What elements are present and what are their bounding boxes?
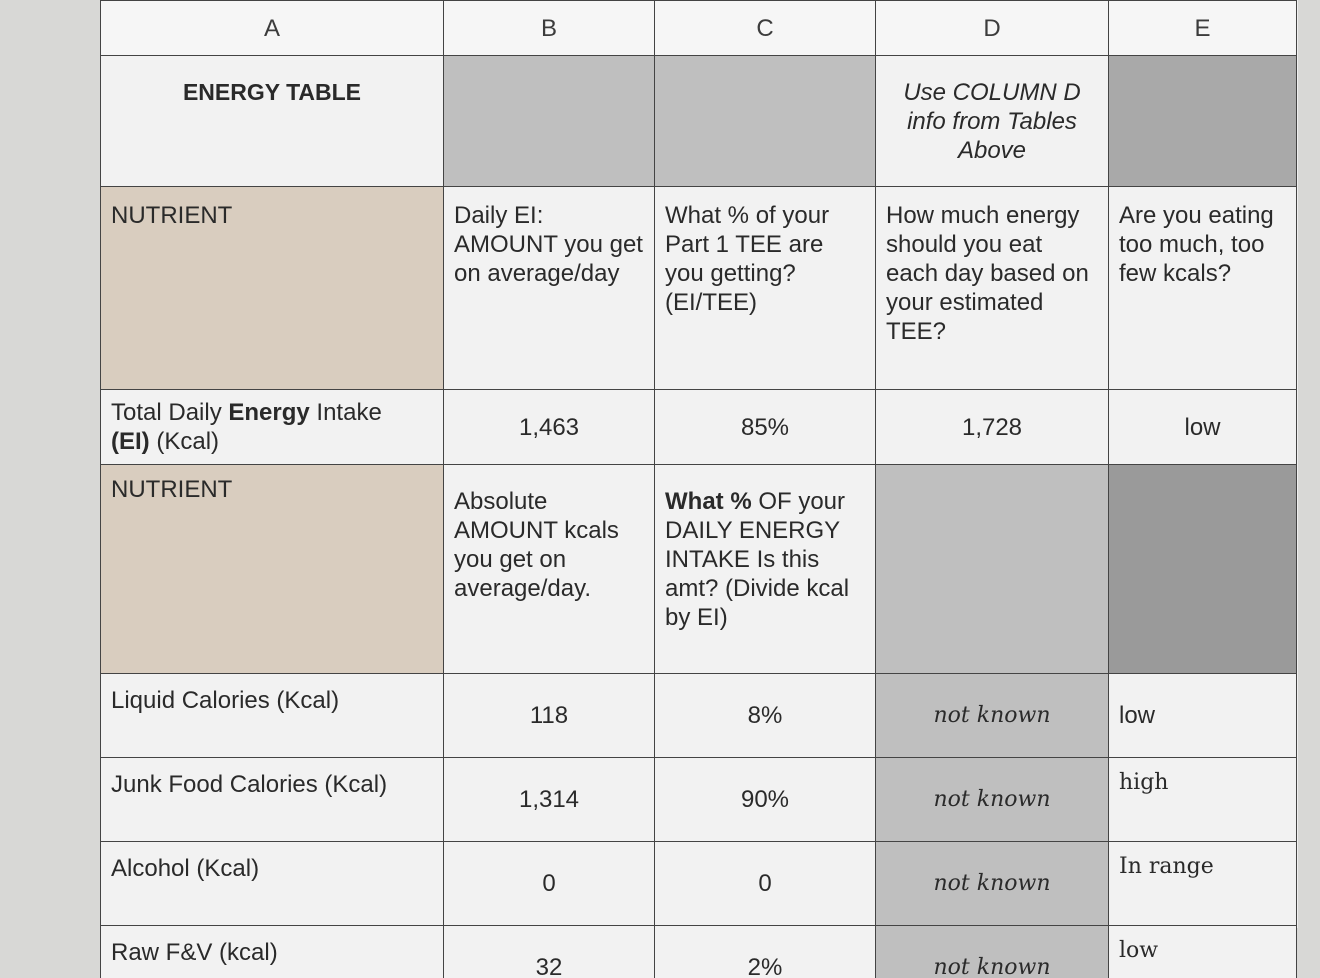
assessment-cell[interactable]: low [1109,926,1297,978]
table-row [101,758,1297,842]
row-label[interactable]: Raw F&V (kcal) [101,926,444,978]
absolute-kcal-cell[interactable]: 118 [444,674,655,758]
cell-e1[interactable] [1109,56,1297,187]
ei-percent-cell[interactable]: 8% [655,674,876,758]
cell-d1[interactable] [876,56,1109,187]
ei-percent-cell[interactable]: 0 [655,842,876,926]
energy-needed-cell[interactable]: not known [876,758,1109,842]
column-header-a[interactable]: A [101,1,444,56]
cell-c2[interactable] [655,187,876,390]
cell-e3[interactable]: low [1109,390,1297,465]
cell-c1[interactable] [655,56,876,187]
title-row [101,56,1297,187]
energy-needed-cell[interactable]: not known [876,926,1109,978]
table-row [101,842,1297,926]
daily-ei-header: Daily EI: AMOUNT you get on average/day [454,202,643,287]
header-row-2 [101,465,1297,674]
ei-percent-header: What % OF your DAILY ENERGY INTAKE Is this amt? (Divide kcal by EI) [665,488,850,631]
nutrient-header: NUTRIENT [111,202,233,229]
cell-c4[interactable] [655,465,876,674]
cell-e2[interactable] [1109,187,1297,390]
cell-d3[interactable]: 1,728 [876,390,1109,465]
absolute-kcal-cell[interactable]: 32 [444,926,655,978]
column-header-e[interactable]: E [1109,1,1297,56]
row-label[interactable]: Liquid Calories (Kcal) [101,674,444,758]
cell-d4[interactable] [876,465,1109,674]
cell-b1[interactable] [444,56,655,187]
absolute-kcal-cell[interactable]: 1,314 [444,758,655,842]
absolute-kcal-cell[interactable]: 0 [444,842,655,926]
column-d-note: Use COLUMN D info from Tables Above [903,78,1081,164]
tee-percent-header: What % of your Part 1 TEE are you getting? (EI/TEE) [665,202,830,316]
cell-b3[interactable]: 1,463 [444,390,655,465]
total-ei-label: Total Daily Energy Intake (EI) (Kcal) [111,399,382,455]
energy-table [100,0,1297,978]
absolute-kcal-header: Absolute AMOUNT kcals you get on average/day. [454,488,619,602]
nutrient-header-2: NUTRIENT [111,476,233,503]
cell-d2[interactable] [876,187,1109,390]
column-header-c[interactable]: C [655,1,876,56]
assessment-cell[interactable]: high [1109,758,1297,842]
table-row [101,926,1297,978]
cell-e4[interactable] [1109,465,1297,674]
row-label[interactable]: Junk Food Calories (Kcal) [101,758,444,842]
cell-a1[interactable] [101,56,444,187]
table-row [101,674,1297,758]
energy-needed-header: How much energy should you eat each day based on your estimated TEE? [886,202,1089,345]
cell-c3[interactable]: 85% [655,390,876,465]
column-header-row [101,1,1297,56]
cell-a4[interactable] [101,465,444,674]
cell-b4[interactable] [444,465,655,674]
cell-a2[interactable] [101,187,444,390]
ei-percent-cell[interactable]: 90% [655,758,876,842]
column-header-d[interactable]: D [876,1,1109,56]
column-header-b[interactable]: B [444,1,655,56]
energy-needed-cell[interactable]: not known [876,842,1109,926]
assessment-cell[interactable]: low [1109,674,1297,758]
header-row-1 [101,187,1297,390]
row-label[interactable]: Alcohol (Kcal) [101,842,444,926]
cell-a3[interactable] [101,390,444,465]
cell-b2[interactable] [444,187,655,390]
ei-percent-cell[interactable]: 2% [655,926,876,978]
assessment-cell[interactable]: In range [1109,842,1297,926]
table-title: ENERGY TABLE [182,79,362,105]
eating-assessment-header: Are you eating too much, too few kcals? [1119,202,1274,287]
total-energy-row [101,390,1297,465]
energy-needed-cell[interactable]: not known [876,674,1109,758]
